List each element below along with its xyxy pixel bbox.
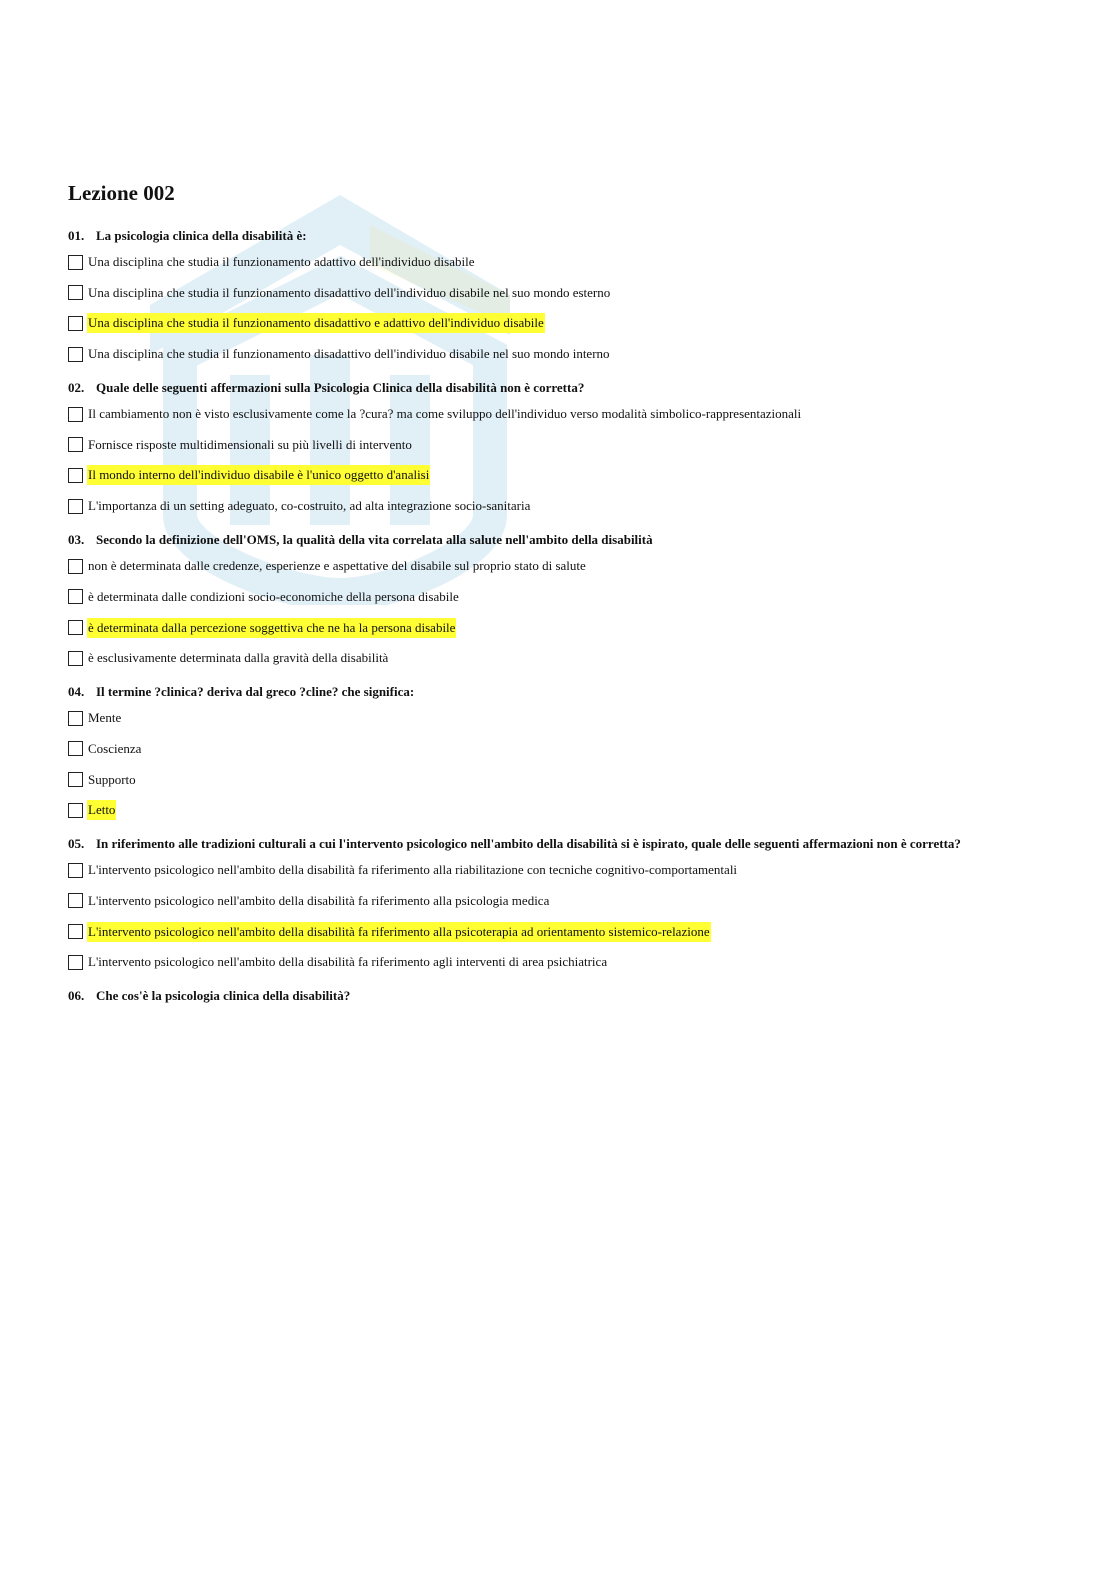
checkbox-icon[interactable] [68,620,83,635]
answer-text: Supporto [88,771,136,787]
answer-option[interactable] [68,465,1068,485]
checkbox-icon[interactable] [68,407,83,422]
answer-text: L'importanza di un setting adeguato, co-costruito, ad alta integrazione socio-sanitaria [88,498,531,514]
question-heading [68,682,1068,702]
answer-text: Mente [88,710,122,726]
answer-text: non è determinata dalle credenze, esperienze e aspettative del disabile sul proprio stato di salute [88,558,586,574]
question-number: 03. [68,532,85,548]
question-number: 05. [68,836,85,852]
answer-option[interactable] [68,860,1068,880]
question-6 [68,986,1068,1006]
checkbox-icon[interactable] [68,711,83,726]
answer-text: è determinata dalle condizioni socio-economiche della persona disabile [88,588,459,604]
answer-option[interactable] [68,952,1068,972]
document-page [68,178,1068,1020]
question-number: 02. [68,380,85,396]
answer-option[interactable] [68,922,1068,942]
answer-text: L'intervento psicologico nell'ambito della disabilità fa riferimento agli interventi di area psichiatrica [88,954,608,970]
checkbox-icon[interactable] [68,803,83,818]
checkbox-icon[interactable] [68,499,83,514]
answer-option[interactable] [68,496,1068,516]
answer-option[interactable] [68,252,1068,272]
question-text: Secondo la definizione dell'OMS, la qualità della vita correlata alla salute nell'ambito della disabilità [96,532,653,548]
answer-text: L'intervento psicologico nell'ambito della disabilità fa riferimento alla riabilitazione con tecniche cognitivo-comportamentali [88,862,738,878]
question-4 [68,682,1068,820]
question-text: Che cos'è la psicologia clinica della disabilità? [96,988,351,1004]
question-text: Quale delle seguenti affermazioni sulla Psicologia Clinica della disabilità non è corretta? [96,380,585,396]
checkbox-icon[interactable] [68,741,83,756]
checkbox-icon[interactable] [68,863,83,878]
answer-option[interactable] [68,435,1068,455]
checkbox-icon[interactable] [68,559,83,574]
question-heading [68,530,1068,550]
question-1 [68,226,1068,364]
answer-option[interactable] [68,739,1068,759]
checkbox-icon[interactable] [68,772,83,787]
answer-option[interactable] [68,313,1068,333]
question-number: 06. [68,988,85,1004]
checkbox-icon[interactable] [68,651,83,666]
question-2 [68,378,1068,516]
question-3 [68,530,1068,668]
answer-option[interactable] [68,556,1068,576]
question-text: In riferimento alle tradizioni culturali a cui l'intervento psicologico nell'ambito della disabilità si è ispirato, quale delle seguenti affermazioni non è corretta? [96,836,961,852]
checkbox-icon[interactable] [68,437,83,452]
checkbox-icon[interactable] [68,316,83,331]
answer-option[interactable] [68,344,1068,364]
checkbox-icon[interactable] [68,924,83,939]
answer-option[interactable] [68,648,1068,668]
answer-text: Una disciplina che studia il funzionamento disadattivo dell'individuo disabile nel suo mondo interno [88,346,610,362]
checkbox-icon[interactable] [68,955,83,970]
checkbox-icon[interactable] [68,893,83,908]
question-heading [68,986,1068,1006]
answer-text: Fornisce risposte multidimensionali su più livelli di intervento [88,436,412,452]
question-heading [68,834,1068,854]
question-number: 04. [68,684,85,700]
answer-text: Una disciplina che studia il funzionamento disadattivo dell'individuo disabile nel suo mondo esterno [88,284,611,300]
checkbox-icon[interactable] [68,255,83,270]
answer-text: L'intervento psicologico nell'ambito della disabilità fa riferimento alla psicologia medica [88,892,550,908]
answer-option[interactable] [68,587,1068,607]
lesson-title: Lezione 002 [68,181,175,205]
checkbox-icon[interactable] [68,285,83,300]
answer-text-highlighted: L'intervento psicologico nell'ambito della disabilità fa riferimento alla psicoterapia ad orientamento sistemico-relazione [87,922,711,942]
answer-text-highlighted: Letto [87,800,116,820]
question-number: 01. [68,228,85,243]
checkbox-icon[interactable] [68,347,83,362]
answer-text: Coscienza [88,740,142,756]
questions-list [68,226,1068,1006]
question-heading [68,226,1068,246]
answer-text-highlighted: Il mondo interno dell'individuo disabile è l'unico oggetto d'analisi [87,465,430,485]
answer-text: è esclusivamente determinata dalla gravità della disabilità [88,650,389,666]
answer-option[interactable] [68,283,1068,303]
question-text: Il termine ?clinica? deriva dal greco ?cline? che significa: [96,684,415,700]
question-text: La psicologia clinica della disabilità è: [96,228,307,243]
question-heading [68,378,1068,398]
answer-option[interactable] [68,770,1068,790]
answer-text-highlighted: Una disciplina che studia il funzionamento disadattivo e adattivo dell'individuo disabile [87,313,545,333]
question-5 [68,834,1068,972]
answer-text: Il cambiamento non è visto esclusivamente come la ?cura? ma come sviluppo dell'individuo verso modalità simbolico-rappresentazionali [88,406,802,422]
answer-text: Una disciplina che studia il funzionamento adattivo dell'individuo disabile [88,254,475,269]
checkbox-icon[interactable] [68,468,83,483]
answer-option[interactable] [68,404,1068,424]
answer-option[interactable] [68,708,1068,728]
answer-option[interactable] [68,891,1068,911]
answer-option[interactable] [68,800,1068,820]
checkbox-icon[interactable] [68,589,83,604]
answer-text-highlighted: è determinata dalla percezione soggettiva che ne ha la persona disabile [87,618,456,638]
answer-option[interactable] [68,618,1068,638]
